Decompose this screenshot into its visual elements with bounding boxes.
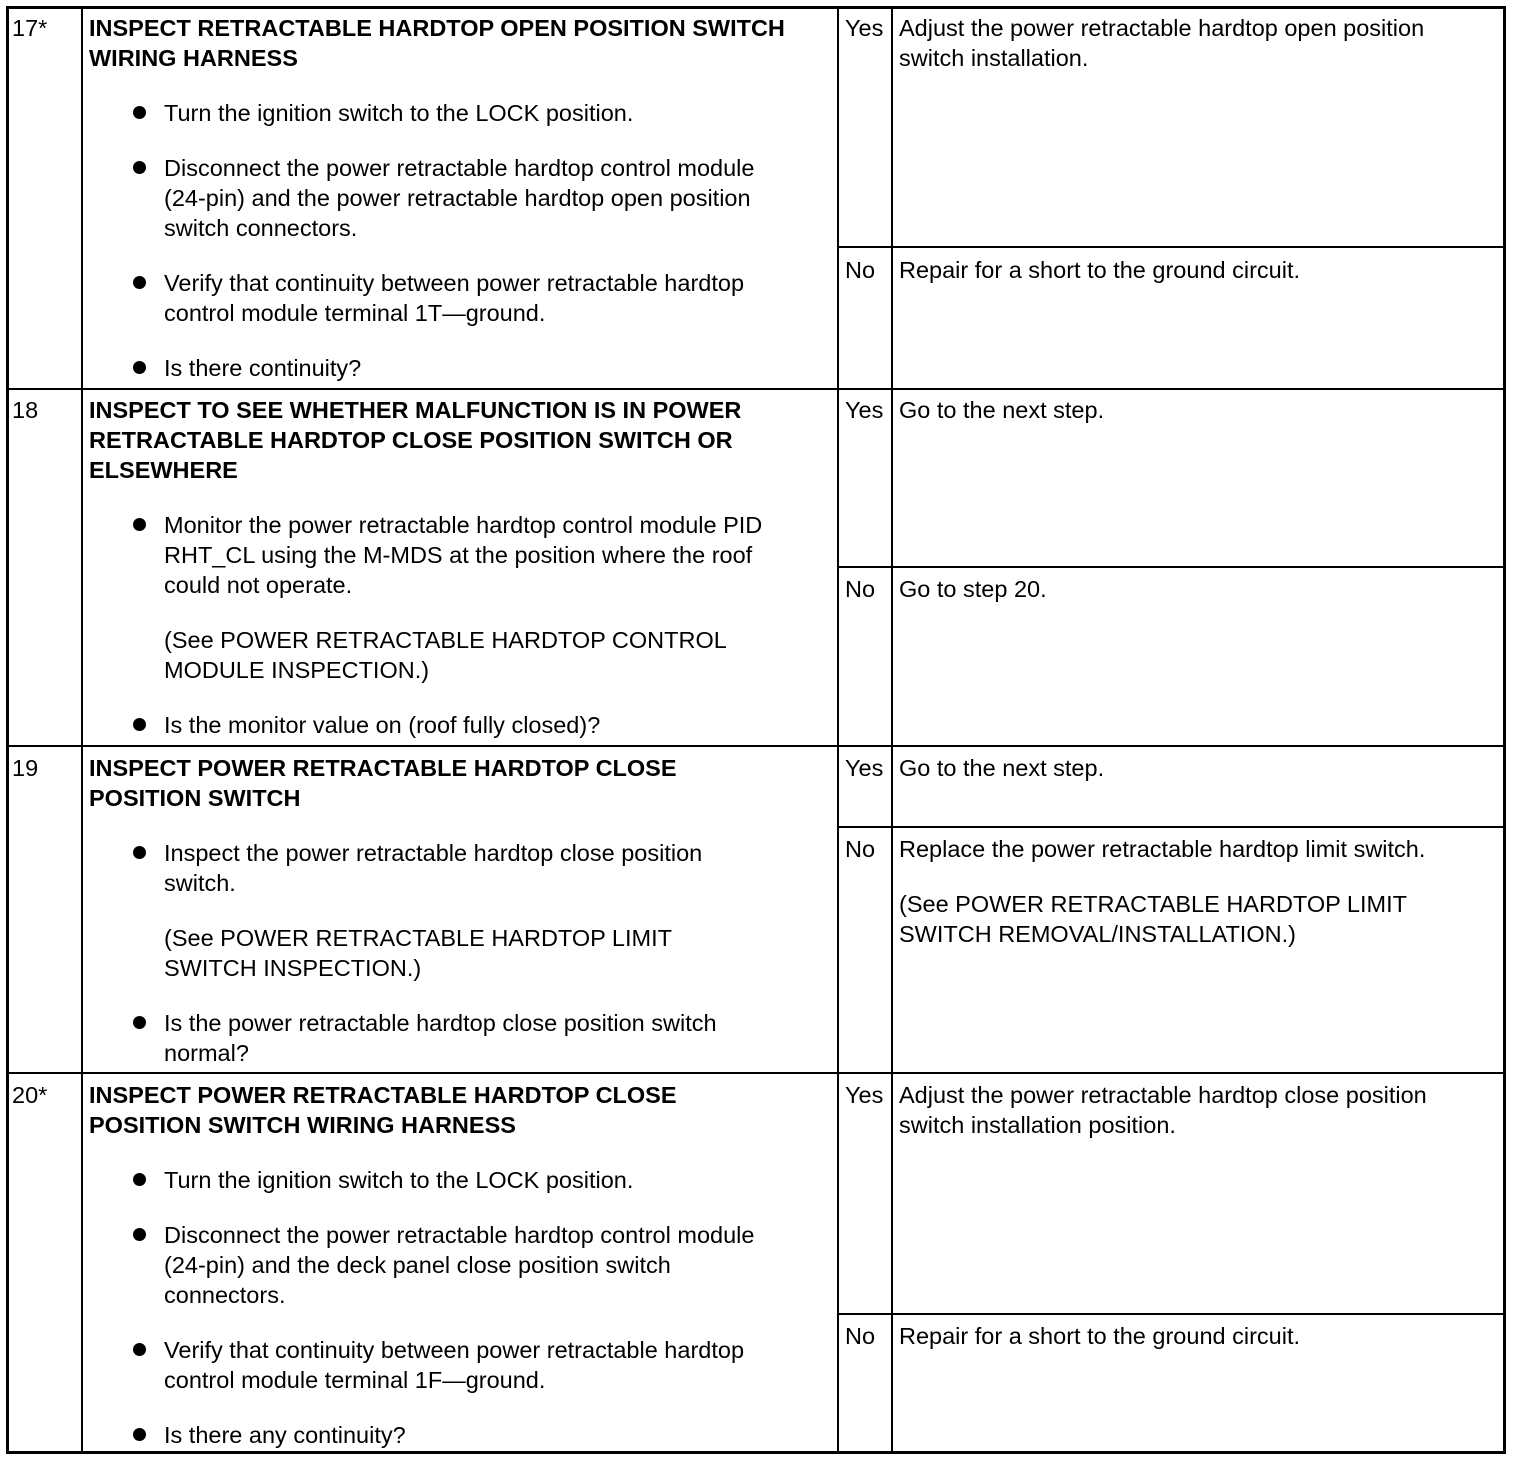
bullet-text: connectors. [164,1282,286,1308]
bullet-text: Inspect the power retractable hardtop close position [164,840,703,866]
bullet-text: Disconnect the power retractable hardtop control module [164,1222,755,1248]
step-title: INSPECT POWER RETRACTABLE HARDTOP CLOSE [89,1082,677,1108]
step-title: ELSEWHERE [89,457,238,483]
bullet-text: Verify that continuity between power retractable hardtop [164,1337,745,1363]
step-title: INSPECT TO SEE WHETHER MALFUNCTION IS IN POWER [89,397,742,423]
no-reference-note: (See POWER RETRACTABLE HARDTOP LIMIT [899,891,1407,917]
bullet-text: switch connectors. [164,215,358,241]
step-title: POSITION SWITCH [89,785,301,811]
reference-note: (See POWER RETRACTABLE HARDTOP LIMIT [164,925,672,951]
row-divider [9,1072,1503,1074]
no-action-text: Repair for a short to the ground circuit. [899,1323,1301,1349]
bullet-text: Is the monitor value on (roof fully closed)? [164,712,601,738]
bullet-icon [133,1228,146,1241]
row-divider [9,388,1503,390]
reference-note: (See POWER RETRACTABLE HARDTOP CONTROL [164,627,727,653]
bullet-icon [133,1173,146,1186]
bullet-icon [133,718,146,731]
column-divider-action [891,9,893,1452]
step-title: RETRACTABLE HARDTOP CLOSE POSITION SWITCH OR [89,427,733,453]
yes-no-divider [838,566,1503,568]
yes-action-text: switch installation position. [899,1112,1176,1138]
yes-label: Yes [845,397,884,423]
bullet-text: Turn the ignition switch to the LOCK position. [164,1167,634,1193]
step-title: INSPECT POWER RETRACTABLE HARDTOP CLOSE [89,755,677,781]
yes-action-text: Go to the next step. [899,397,1105,423]
yes-no-divider [838,1313,1503,1315]
yes-action-text: Adjust the power retractable hardtop close position [899,1082,1427,1108]
yes-action-text: Adjust the power retractable hardtop open position [899,15,1425,41]
yes-action-text: switch installation. [899,45,1089,71]
bullet-icon [133,161,146,174]
bullet-text: (24-pin) and the power retractable hardtop open position [164,185,751,211]
step-number: 17* [12,15,48,41]
bullet-text: Turn the ignition switch to the LOCK position. [164,100,634,126]
no-label: No [845,1323,876,1349]
yes-label: Yes [845,1082,884,1108]
bullet-text: control module terminal 1F—ground. [164,1367,546,1393]
bullet-icon [133,276,146,289]
reference-note: SWITCH INSPECTION.) [164,955,422,981]
bullet-text: Is there continuity? [164,355,362,381]
no-label: No [845,576,876,602]
no-action-text: Replace the power retractable hardtop limit switch. [899,836,1426,862]
bullet-icon [133,846,146,859]
bullet-icon [133,1016,146,1029]
bullet-text: (24-pin) and the deck panel close position switch [164,1252,671,1278]
column-divider-yesno [837,9,839,1452]
yes-label: Yes [845,15,884,41]
column-divider-number [81,9,83,1452]
yes-label: Yes [845,755,884,781]
no-label: No [845,257,876,283]
bullet-icon [133,1428,146,1441]
no-label: No [845,836,876,862]
bullet-text: Verify that continuity between power retractable hardtop [164,270,745,296]
yes-no-divider [838,246,1503,248]
step-title: INSPECT RETRACTABLE HARDTOP OPEN POSITION SWITCH [89,15,785,41]
bullet-icon [133,361,146,374]
diagnostic-procedure-table [6,6,1506,1454]
no-action-text: Repair for a short to the ground circuit. [899,257,1301,283]
bullet-text: normal? [164,1040,249,1066]
reference-note: MODULE INSPECTION.) [164,657,430,683]
no-reference-note: SWITCH REMOVAL/INSTALLATION.) [899,921,1296,947]
yes-no-divider [838,826,1503,828]
step-number: 18 [12,397,39,423]
step-title: WIRING HARNESS [89,45,298,71]
bullet-text: control module terminal 1T—ground. [164,300,546,326]
bullet-text: switch. [164,870,236,896]
no-action-text: Go to step 20. [899,576,1047,602]
bullet-text: Is there any continuity? [164,1422,406,1448]
bullet-text: Monitor the power retractable hardtop control module PID [164,512,763,538]
step-title: POSITION SWITCH WIRING HARNESS [89,1112,516,1138]
bullet-text: Disconnect the power retractable hardtop control module [164,155,755,181]
bullet-text: could not operate. [164,572,353,598]
bullet-text: Is the power retractable hardtop close position switch [164,1010,717,1036]
step-number: 20* [12,1082,48,1108]
row-divider [9,745,1503,747]
bullet-icon [133,106,146,119]
bullet-icon [133,1343,146,1356]
yes-action-text: Go to the next step. [899,755,1105,781]
step-number: 19 [12,755,39,781]
bullet-icon [133,518,146,531]
bullet-text: RHT_CL using the M-MDS at the position where the roof [164,542,753,568]
